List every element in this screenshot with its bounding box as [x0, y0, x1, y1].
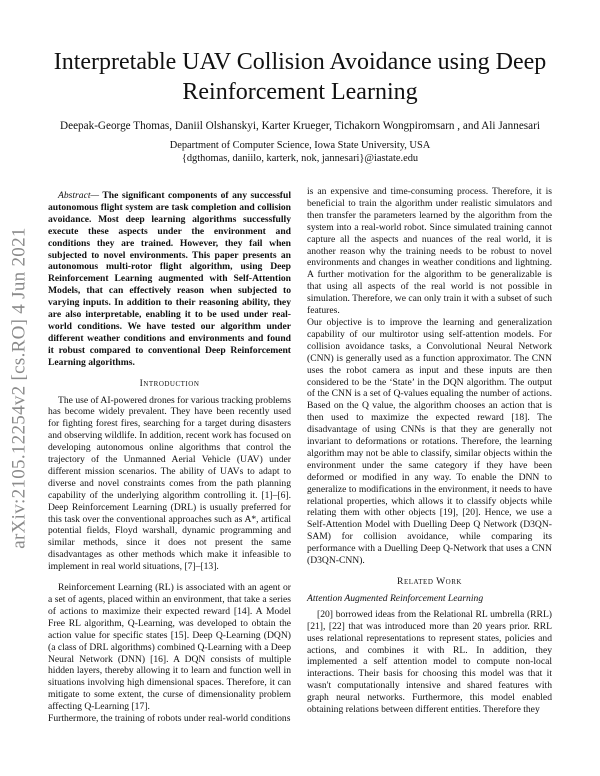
arxiv-identifier-text: arXiv:2105.12254v2 [cs.RO] 4 Jun 2021	[9, 226, 31, 549]
abstract-lead: Abstract—	[58, 190, 100, 201]
section-heading-related-work: Related Work	[397, 576, 462, 587]
intro-paragraph-1: The use of AI-powered drones for various tracking problems has become widely prevalent. They have been recently used for fighting forest fires, searching for a target during disasters and observing wildlife. In addition, recent work has focused on developing autonomous online algorithms that control the trajectory of the Unmanned Aerial Vehicle (UAV) under different mission scenarios. The ability of UAVs to adapt to diverse and novel constraints comes from the path planning capability of the underlying algorithm controlling it. [1]–[6]. Deep Reinforcement Learning (DRL) is usually preferred for this task over the conventional approaches such as A*, artifical potential fields, Floyd warshall, dynamic programming and similar methods, since it does not present the same disadvantages as other methods which make it infeasible to implement in real world situations, [7]–[13].	[48, 394, 291, 573]
title-line-1: Interpretable UAV Collision Avoidance using Deep	[53, 49, 547, 75]
right-column	[307, 186, 552, 716]
title-line-2: Reinforcement Learning	[182, 79, 418, 105]
affiliation-emails: {dgthomas, daniilo, karterk, nok, jannesari}@iastate.edu	[181, 153, 419, 164]
body-paragraph-2: Our objective is to improve the learning and generalization capability of our multirotor using self-attention models. For collision avoidance tasks, a Convolutional Neural Network (CNN) is generally used as a function approximator. The CNN uses the robot camera as input and these inputs are then considered to be the ‘State’ in the DQN algorithm. The output of the CNN is a set of Q-values equaling the number of actions. Based on the Q value, the algorithm chooses an action that is then used to maximize the expected reward [18]. The disadvantage of using CNNs is that they are generally not invariant to deformations or rotations. Therefore, the learning algorithm may not be able to classify, similar objects within the environment under the same category if they have been deformed or modified in any way. To enable the DNN to generalize to modifications in the environment, it needs to have relational properties, which allows it to classify objects while relating them with other objects [19], [20]. Hence, we use a Self-Attention Model with Duelling Deep Q Network (D3QN-SAM) for collision avoidance, while comparing its performance with a Duelling Deep Q-Network that uses a CNN (D3QN-CNN).	[307, 316, 552, 567]
subsection-heading-attention: Attention Augmented Reinforcement Learning	[307, 592, 484, 604]
paper-title	[40, 47, 560, 107]
intro-paragraph-3: Furthermore, the training of robots under real-world conditions	[48, 713, 291, 725]
abstract	[48, 190, 291, 369]
author-list: Deepak-George Thomas, Daniil Olshanskyi, Karter Krueger, Tichakorn Wongpiromsarn , and Ali Jannesari	[60, 120, 540, 132]
body-paragraph-1: is an expensive and time-consuming process. Therefore, it is beneficial to train the algorithm under realistic simulators and then transfer the parameters learned by the algorithm from the system into a real-world robot. Since simulated training cannot capture all the aspects and nuances of the real world, it is another reason why the training needs to be robust to novel environments and changes in weather conditions and lightning. A further motivation for the algorithm to be generalizable is that using all aspects of the real world is not possible in simulation. Therefore, we can only train it with a subset of such features.	[307, 186, 552, 317]
arxiv-identifier	[4, 190, 36, 585]
abstract-body: The significant components of any successful autonomous flight system are task completion and collision avoidance. Most deep learning algorithms successfully execute these aspects under the environment and conditions they are trained. However, they fail when subjected to novel environments. This paper presents an autonomous multi-rotor flight algorithm, using Deep Reinforcement Learning augmented with Self-Attention Models, that can effectively reason when subjected to varying inputs. In addition to their reasoning ability, they are also interpretable, enabling it to be used under real-world conditions. We have tested our algorithm under different weather conditions and environments and found it robust compared to conventional Deep Reinforcement Learning algorithms.	[48, 190, 292, 368]
related-paragraph-1: [20] borrowed ideas from the Relational RL umbrella (RRL) [21], [22] that was introduced more than 20 years prior. RRL uses relational representations to represent states, policies and actions, and combines it with RL. In addition, they implemented a self attention model to compute non-local interactions. Their basis for choosing this model was that it wasn't computationally intensive and shared features with graph neural networks. Furthermore, this model enabled obtaining relations between different entities. Therefore they	[307, 608, 552, 716]
left-column	[48, 190, 291, 725]
intro-paragraph-2: Reinforcement Learning (RL) is associated with an agent or a set of agents, placed within an environment, that take a series of actions to maximize their expected reward [14]. A Model Free RL algorithm, Q-Learning, was developed to obtain the action value for specific states [15]. Deep Q-Learning (DQN) (a class of DRL algorithms) combined Q-Learning with a Deep Neural Network (DNN) [16]. A DQN consists of multiple hidden layers, thereby allowing it to learn and function well in situations involving high dimensional spaces. Therefore, it can mitigate to some extent, the curse of dimensionality problem affecting Q-Learning [17].	[48, 582, 291, 713]
affiliation-department: Department of Computer Science, Iowa State University, USA	[169, 140, 431, 151]
affiliation	[40, 139, 560, 165]
section-heading-introduction: Introduction	[139, 377, 200, 389]
